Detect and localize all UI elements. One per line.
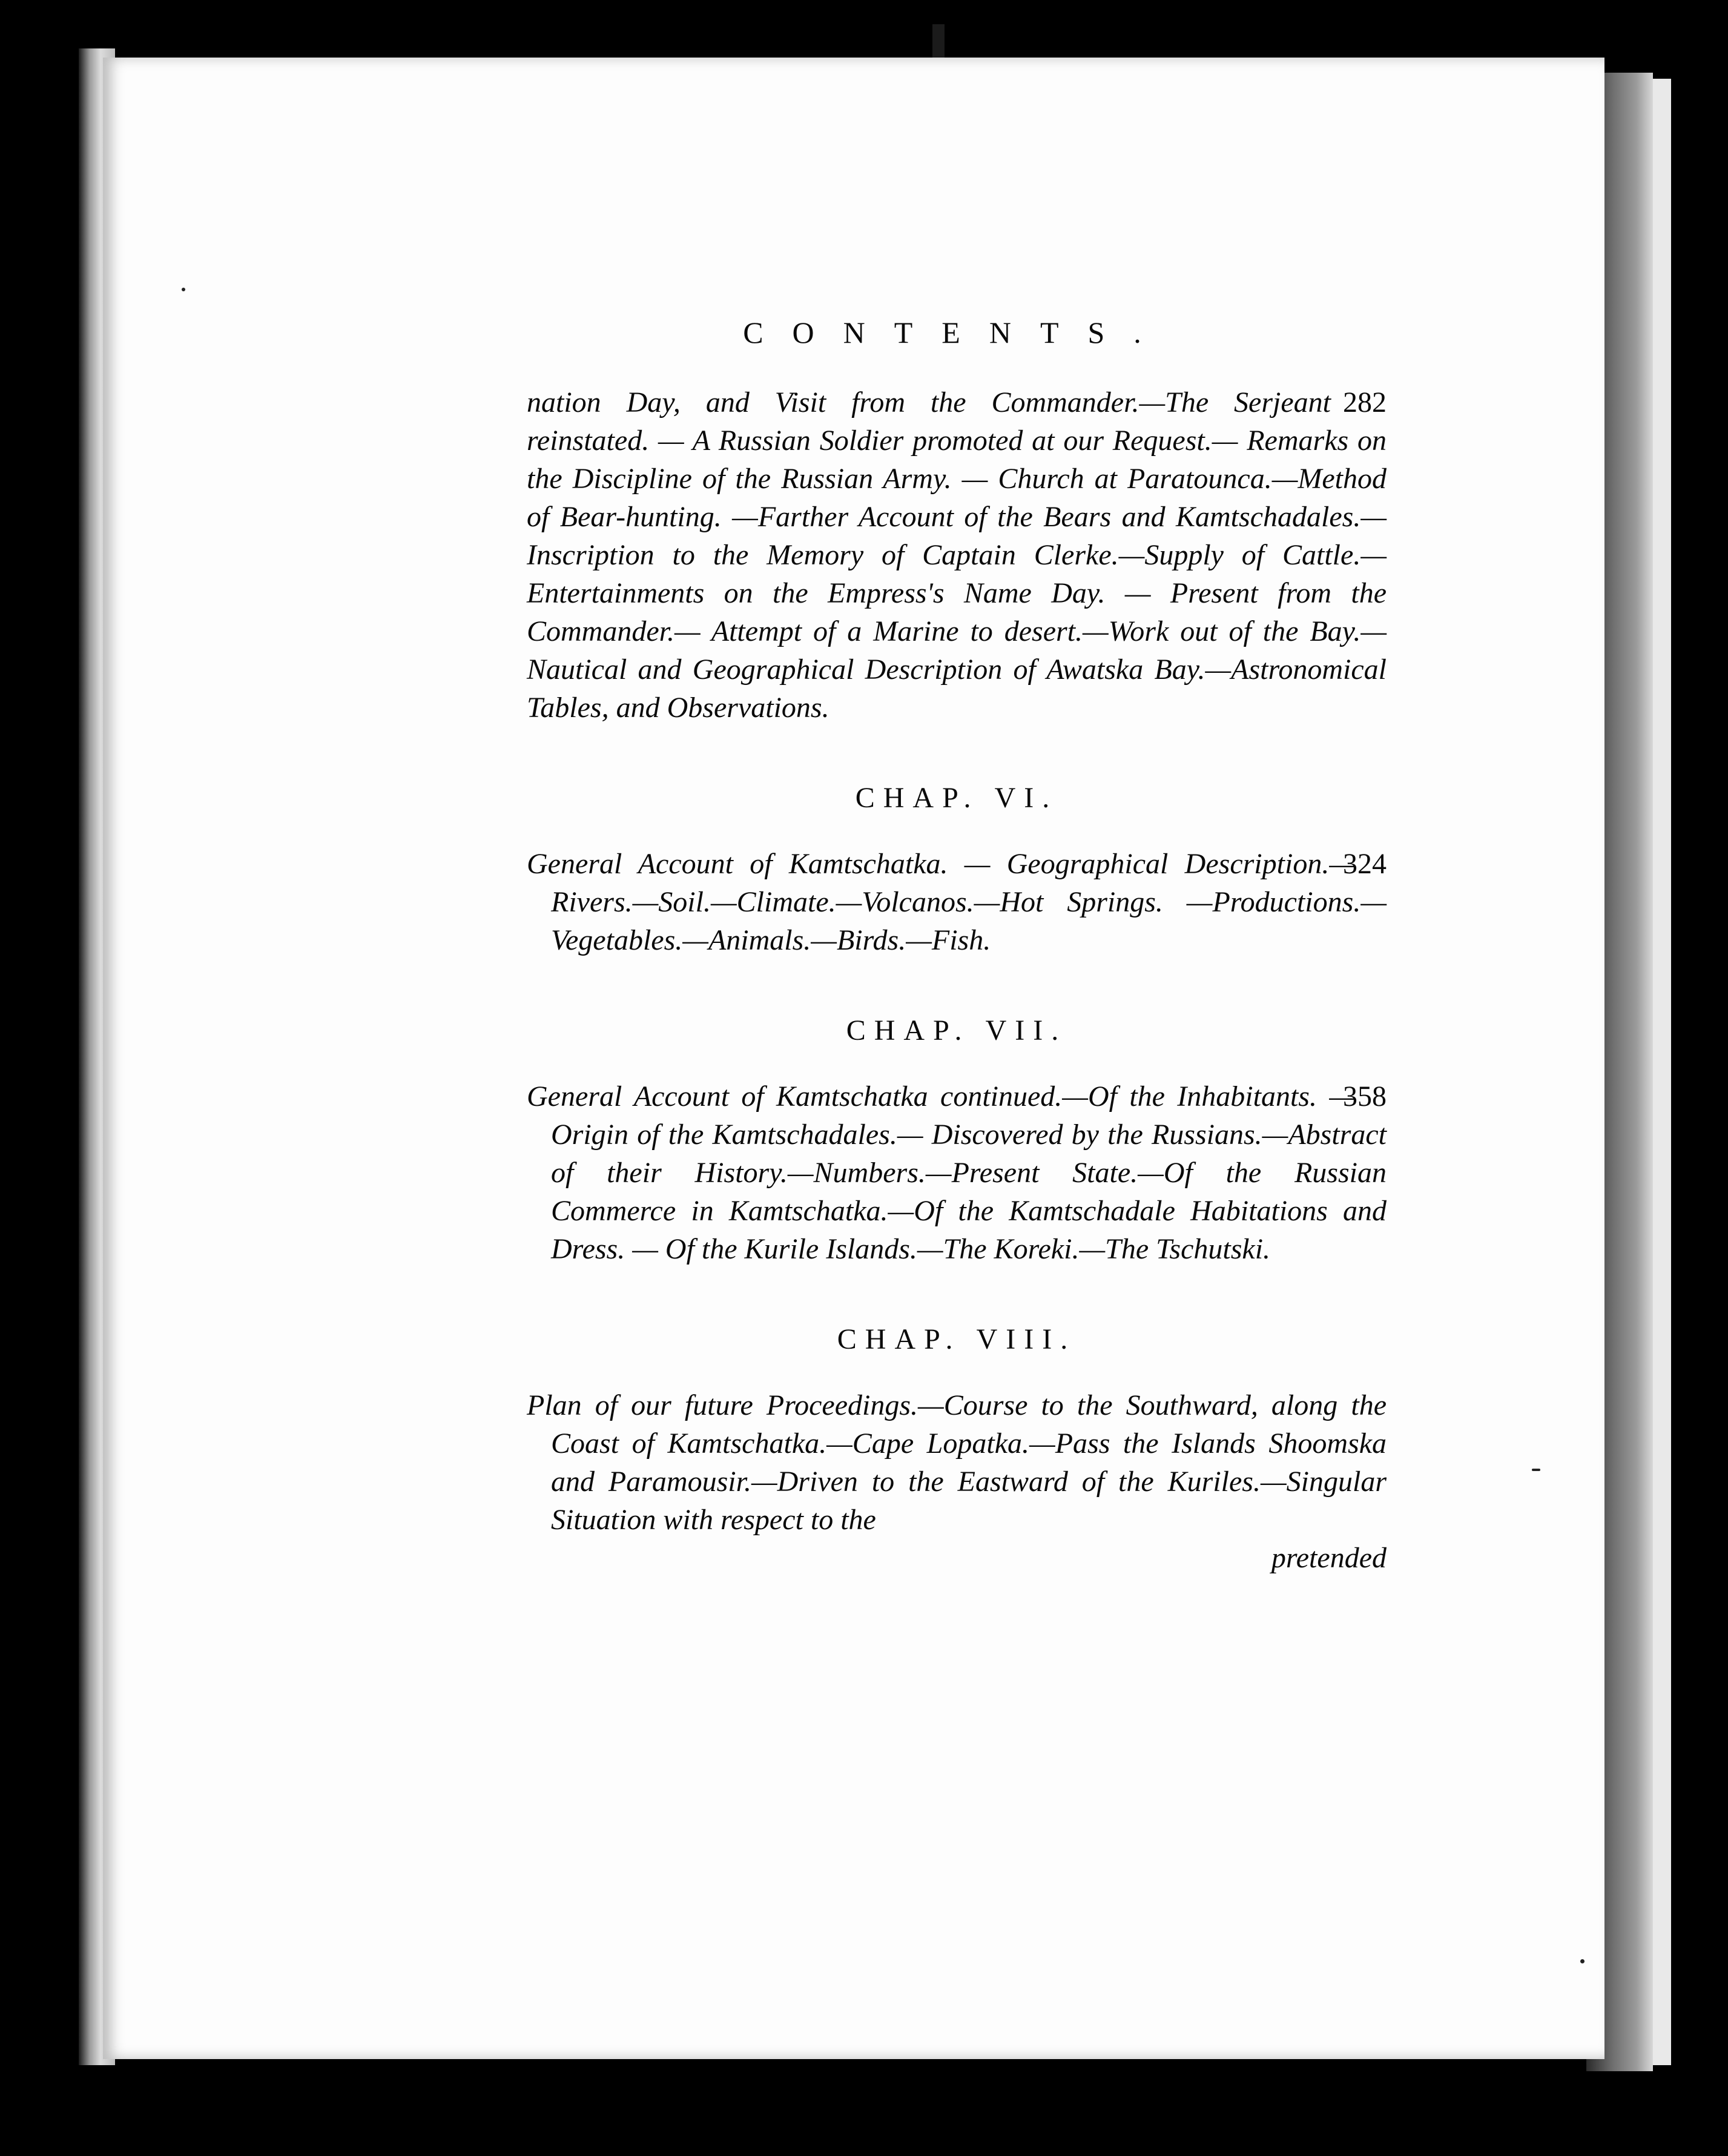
chapter-heading: CHAP. VI. (855, 782, 1058, 814)
chapter-heading: CHAP. VIII. (837, 1323, 1077, 1355)
paper-speck (1532, 1469, 1540, 1471)
page-number: 324 (1343, 848, 1387, 880)
catchword: pretended (1271, 1542, 1387, 1574)
continued-entry (527, 383, 1387, 727)
contents-text-block (527, 315, 1387, 1577)
chapter-summary (527, 1077, 1387, 1268)
running-head: CONTENTS. (743, 316, 1170, 349)
paper-speck (182, 288, 185, 291)
entry-text: General Account of Kamtschatka. — Geographical Description.—Rivers.—Soil.—Climate.—Volcanos.—Hot Springs. —Productions.—Vegetables.—Animals.—Birds.—Fish. (527, 848, 1387, 956)
paper-speck (1580, 1959, 1585, 1963)
entry-text: nation Day, and Visit from the Commander.—The Serjeant reinstated. — A Russian Soldier promoted at our Request.— Remarks on the Discipline of the Russian Army. — Church at Paratounca.—Method of Bear-hunting. —Farther Account of the Bears and Kamtschadales.—Inscription to the Memory of Captain Clerke.—Supply of Cattle.—Entertainments on the Empress's Name Day. — Present from the Commander.— Attempt of a Marine to desert.—Work out of the Bay.— Nautical and Geographical Description of Awatska Bay.—Astronomical Tables, and Observations. (527, 386, 1387, 724)
entry-text: General Account of Kamtschatka continued.—Of the Inhabitants. — Origin of the Kamtschadales.— Discovered by the Russians.—Abstract of their History.—Numbers.—Present State.—Of the Russian Commerce in Kamtschatka.—Of the Kamtschadale Habitations and Dress. — Of the Kurile Islands.—The Koreki.—The Tschutski. (527, 1080, 1387, 1265)
chapter-summary (527, 845, 1387, 959)
facing-page-edge (1653, 79, 1671, 2065)
page-number: 282 (1343, 386, 1387, 418)
page-number: 358 (1343, 1080, 1387, 1113)
chapter-heading: CHAP. VII. (846, 1014, 1067, 1047)
entry-text: Plan of our future Proceedings.—Course to the Southward, along the Coast of Kamtschatka.—Cape Lopatka.—Pass the Islands Shoomska and Paramousir.—Driven to the Eastward of the Kuriles.—Singular Situation with respect to the (527, 1389, 1387, 1536)
chapter-summary (527, 1386, 1387, 1539)
